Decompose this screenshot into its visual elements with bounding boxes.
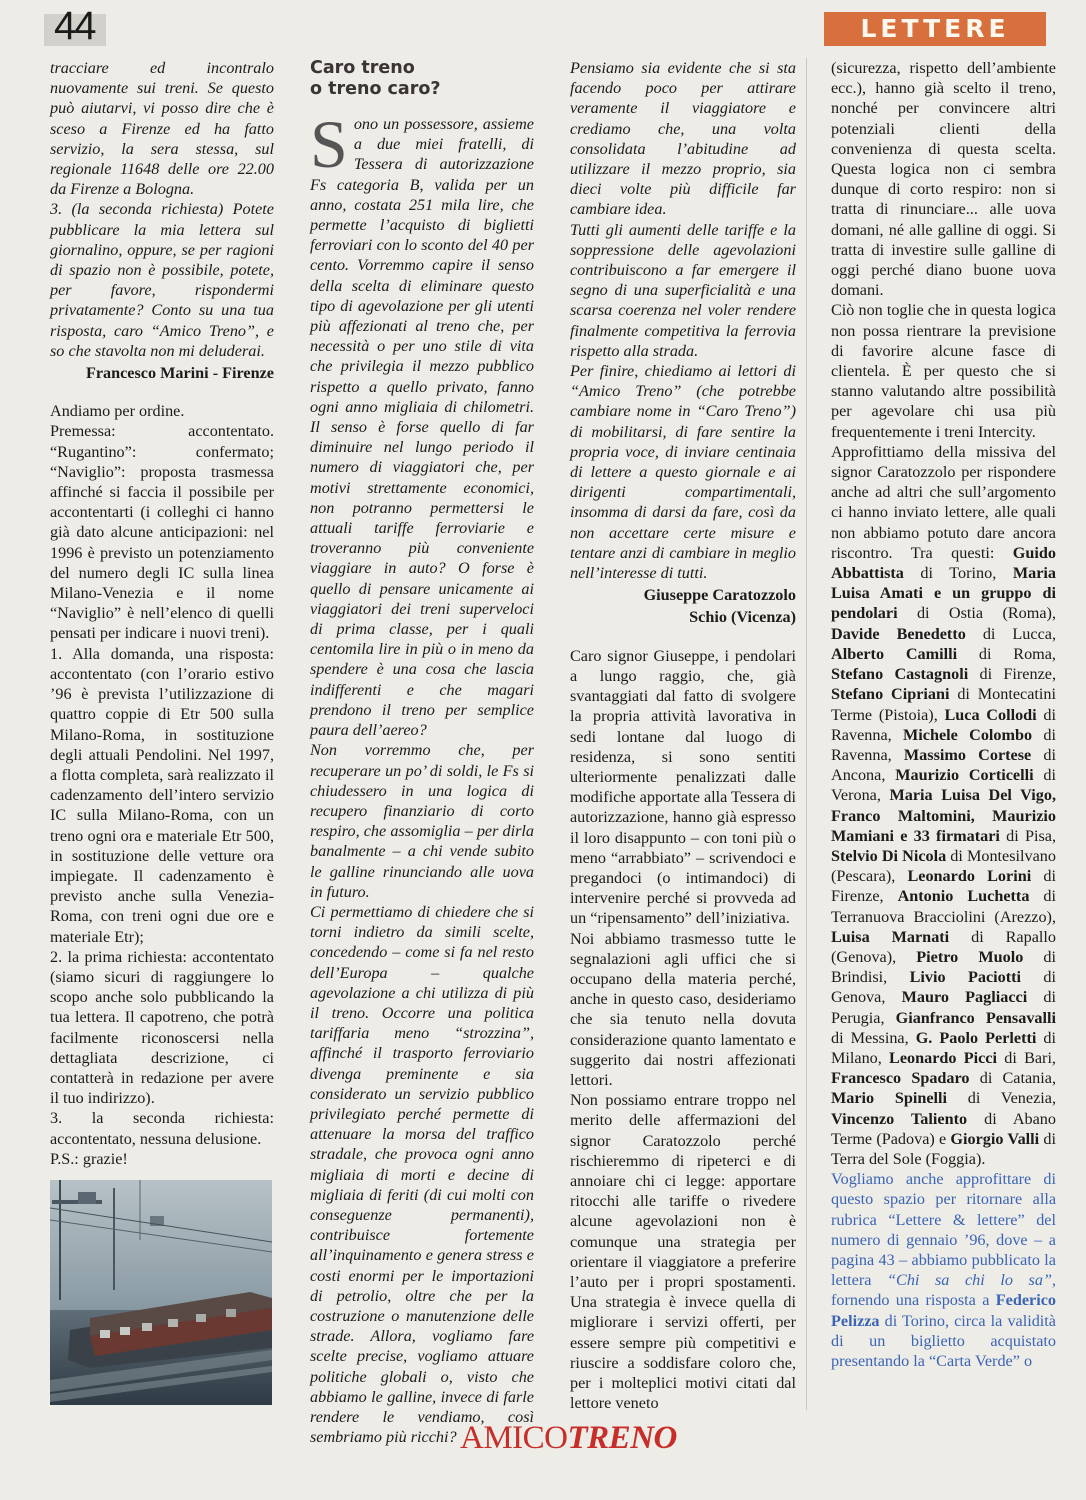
reader-place: di Terranuova Bracciolini (Arezzo),	[831, 887, 1057, 926]
reader-name: Stefano Cipriani	[831, 685, 950, 704]
reader-name: Francesco Spadaro	[831, 1069, 970, 1088]
reply-paragraph: Noi abbiamo trasmesso tutte le segnalazioni agli uffici che si occupano della materia perché, anche in questo caso, desideriamo che sia tenuto nella dovuta considerazione quanto lamentato e suggerito dai nostri affezionati lettori.	[570, 929, 796, 1089]
letter-paragraph: Non vorremmo che, per recuperare un po’ di soldi, le Fs si chiudessero in una logica di recupero finanziario di corto respiro, che assomiglia – per dirla banalmente – a chi vende subito le galline rinunciando alle uova in futuro.	[310, 741, 534, 901]
reader-name: Antonio Luchetta	[897, 887, 1030, 906]
reader-place: di Ravenna,	[831, 725, 1056, 764]
train-photo	[50, 1180, 272, 1405]
column-4	[831, 58, 1056, 1371]
letter-signature: Francesco Marini - Firenze	[85, 364, 274, 383]
reader-place: di Terra del Sole (Foggia).	[831, 1129, 1057, 1168]
column-1	[50, 58, 274, 1169]
names-list	[831, 544, 1056, 1168]
section-label: LETTERE	[824, 12, 1046, 46]
reader-place: di Rapallo (Genova),	[831, 927, 1056, 966]
reader-place: di Montecatini Terme (Pistoia),	[831, 685, 1056, 724]
logo-part-b: TRENO	[567, 1420, 677, 1456]
reader-place: di Genova,	[831, 968, 1056, 1007]
article-title	[310, 58, 534, 100]
reader-name: Mauro Pagliacci	[901, 988, 1028, 1007]
letter-point-3: 3. (la seconda richiesta) Potete pubblicare la mia lettera sul giornalino, oppure, se per ragioni di spazio non è possibile, potete, per favore, rispondermi privatamente? Conto su una tua risposta, caro “Amico Treno”, e so che stavolta non mi deluderai.	[50, 200, 274, 360]
reader-name: Gianfranco Pensavalli	[895, 1008, 1056, 1027]
reader-place: di Ancona,	[831, 745, 1057, 785]
reader-place: di Perugia,	[831, 988, 1056, 1027]
reader-place: di Ravenna,	[831, 705, 1056, 744]
reader-place: di Firenze,	[831, 867, 1056, 906]
column-3	[570, 58, 796, 1413]
reader-place: di Torino,	[903, 564, 1013, 583]
reply-paragraph: 2. la prima richiesta: accontentato (siamo sicuri di raggiungere lo scopo anche solo pubblicando la tua lettera. Il capotreno, che potrà facilmente riconoscersi nella dettagliata descrizione, ci contatterà in redazione per avere il tuo indirizzo).	[50, 947, 274, 1108]
letter-paragraph: Per finire, chiediamo ai lettori di “Amico Treno” (che potrebbe cambiare nome in “Caro Treno”) di mobilitarsi, di fare sentire la propria voce, di inviare centinaia di lettere a questo giornale e ai dirigenti compartimentali, insomma di darsi da fare, così da non accettare certe misure e tentare anzi di cambiare in meglio nell’interesse di tutti.	[570, 362, 796, 583]
column-divider	[806, 58, 807, 1410]
reader-place: di Lucca,	[965, 624, 1056, 643]
letter-paragraph: Ci permettiamo di chiedere che si torni indietro da simili scelte, concedendo – come si fa nel resto dell’Europa – qualche agevolazione a chi utilizza di più il treno. Occorre una politica tariffaria meno “strozzina”, affinché il trasporto ferroviario divenga preminente e sia considerato un servizio pubblico privilegiato perché permette di attenuare la morsa del traffico stradale, che provoca ogni anno migliaia di morti e decine di migliaia di feriti (di cui molti con conseguenze permanenti), contribuisce fortemente all’inquinamento e genera stress e costi enormi per le importazioni di petrolio, oltre che per la costruzione o manutenzione delle strade. Allora, vogliamo fare scelte precise, vogliamo attuare politiche globali o, visto che abbiamo le galline, invece di farle rendere le vendiamo, così sembriamo più ricchi?	[310, 902, 534, 1447]
drop-cap: S	[310, 106, 348, 182]
reader-name: Mario Spinelli	[831, 1089, 948, 1108]
reader-place: di Bari,	[997, 1048, 1056, 1067]
reply-paragraph: Andiamo per ordine.	[50, 402, 185, 421]
reader-place: di Montesilvano (Pescara),	[831, 846, 1056, 886]
column-2	[310, 58, 534, 1447]
reader-place: di Ostia (Roma),	[897, 604, 1056, 623]
blue-note-letter-title: “Chi sa chi lo sa”	[887, 1271, 1052, 1290]
reader-place: di Venezia,	[947, 1089, 1056, 1108]
names-intro: Approfittiamo della missiva del signor Caratozzolo per rispondere anche ad altri che sull’argomento ci hanno inviato lettere, alle quali non abbiamo potuto dare ancora riscontro. Tra questi:	[831, 442, 1056, 562]
reader-name: Maria Luisa Amati e un gruppo di pendolari	[831, 564, 1056, 623]
reader-name: Guido Abbattista	[831, 543, 1056, 583]
reply-paragraph: 1. Alla domanda, una risposta: accontentato (con l’orario estivo ’96 è prevista l’utilizzazione di quattro coppie di Etr 500 sulla Milano-Roma, in sostituzione degli attuali Pendolini. Nel 1997, a flotta completa, sarà realizzato il cadenzamento dell’intero servizio IC sulla Milano-Roma, con un treno ogni ora e materiale Etr 500, in sostituzione delle vetture ora impiegate. Il cadenzamento è previsto anche sulla Venezia-Roma, con treni ogni due ore e materiale Etr);	[50, 644, 274, 946]
train-in-fog-image	[50, 1180, 272, 1405]
reader-name: Giorgio Valli	[950, 1129, 1040, 1148]
reader-name: Maria Luisa Del Vigo, Franco Maltomini, Maurizio Mamiani e 33 firmatari	[831, 786, 1056, 845]
letter-paragraph: Pensiamo sia evidente che si sta facendo poco per attirare veramente il viaggiatore e crediamo che, una volta consolidata l’abitudine ad utilizzare il mezzo proprio, sia dieci volte più difficile far cambiare idea.	[570, 59, 796, 219]
signature-place: Schio (Vicenza)	[689, 608, 796, 627]
magazine-logo	[460, 1418, 677, 1458]
reader-name: Davide Benedetto	[831, 624, 966, 643]
reader-name: Alberto Camilli	[831, 644, 958, 663]
letter-paragraph-text: ono un possessore, assieme a due miei fratelli, di Tessera di autorizzazione Fs categoria B, valida per un anno, costata 251 mila lire, che permette l’acquisto di biglietti ferroviari con lo sconto del 40 per cento. Vorremmo capire il senso della scelta di eliminare questo tipo di agevolazione per gli utenti più affezionati al treno che, per necessità o per uno stile di vita che privilegia il mezzo pubblico rispetto a quello privato, fanno ogni anno migliaia di chilometri. Il senso è forse quello di far diminuire nel lungo periodo il numero di viaggiatori che, per motivi strettamente economici, non potranno permettersi le attuali tariffe ferroviarie e troveranno più conveniente viaggiare in auto? O forse è quello di pensare unicamente ai viaggiatori dei treni superveloci di prima classe, per i quali centomila lire in più o in meno da spendere è una cosa che lascia indifferenti e che magari prendono il treno per semplice paura dell’aereo?	[310, 115, 534, 740]
article-title-line-1: Caro treno	[310, 58, 415, 78]
reader-name: Luisa Marnati	[831, 927, 950, 946]
reader-place: di Brindisi,	[831, 947, 1057, 987]
reply-paragraph: Premessa: accontentato. “Rugantino”: confermato; “Naviglio”: proposta trasmessa affinché si faccia il possibile per accontentarti (i colleghi ci hanno già dato alcune anticipazioni: nel 1996 è previsto un potenziamento del numero degli IC sulla linea Milano-Venezia e il nome “Naviglio” è nell’elenco di quelli pensati per indicare i nuovi treni).	[50, 422, 274, 643]
page-number: 44	[54, 4, 95, 48]
reader-name: Leonardo Lorini	[907, 867, 1032, 886]
reply-paragraph: Caro signor Giuseppe, i pendolari a lungo raggio, che, già svantaggiati dal fatto di svolgere la propria attività lavorativa in sedi lontane dal luogo di residenza, si sono sentiti ulteriormente penalizzati dalle modifiche apportate alla Tessera di autorizzazione, hanno già espresso il loro disappunto – con toni più o meno “arrabbiato” – scrivendoci e pregandoci (o intimandoci) di intervenire perché si provveda ad un “ripensamento” dell’iniziativa.	[570, 646, 796, 928]
reader-place: di Abano Terme (Padova) e	[831, 1109, 1056, 1148]
reply-paragraph: (sicurezza, rispetto dell’ambiente ecc.), hanno già scelto il treno, nonché per convincere altri potenziali clienti della convenienza di questa scelta. Questa logica non ci sembra dunque di corto respiro: non si tratta di rinunciare... alle uova domani, né alle galline di oggi. Si tratta di investire sulle galline di oggi perché diano buone uova domani.	[831, 59, 1056, 300]
reader-name: Pietro Muolo	[916, 947, 1024, 966]
reply-paragraph: 3. la seconda richiesta: accontentato, nessuna delusione.	[50, 1109, 274, 1148]
reply-paragraph: Non possiamo entrare troppo nel merito delle affermazioni del signor Caratozzolo perché rischieremmo di ripeterci e di annoiare chi ci legge: apportare ritocchi alle tariffe o rivedere alcune agevolazioni non è comunque una strategia per orientare il viaggiatore a preferire l’auto per i propri spostamenti. Una strategia è invece quella di migliorare i servizi offerti, per essere sempre più competitivi e riuscire a soddisfare coloro che, per i molteplici motivi citati dal lettore veneto	[570, 1091, 796, 1413]
reader-name: Michele Colombo	[903, 725, 1033, 744]
blue-note-text: Vogliamo anche approfittare di questo spazio per ritornare alla rubrica “Lettere & lettere” del numero di gennaio ’96, dove – a pagina 43 – abbiamo pubblicato la lettera	[831, 1170, 1056, 1290]
reply-paragraph: Ciò non toglie che in questa logica non possa rientrare la previsione di favorire alcune fasce di clientela. È per questo che si stanno valutando altre possibilità per agevolare chi usa più frequentemente i treni Intercity.	[831, 301, 1056, 441]
reader-place: di Milano,	[831, 1028, 1057, 1067]
reader-name: Massimo Cortese	[903, 745, 1032, 764]
blue-note-name: Federico Pelizza	[831, 1291, 1056, 1330]
letter-continuation: tracciare ed incontralo nuovamente sui treni. Se questo può aiutarvi, vi posso dire che è sceso a Firenze ed ha fatto servizio, la sera stessa, sul regionale 11648 delle ore 22.00 da Firenze a Bologna.	[50, 59, 274, 199]
reader-name: Vincenzo Taliento	[831, 1109, 968, 1128]
reader-name: G. Paolo Perletti	[915, 1028, 1037, 1047]
reader-name: Luca Collodi	[944, 705, 1037, 724]
reader-name: Leonardo Picci	[889, 1048, 997, 1067]
reader-name: Stelvio Di Nicola	[831, 846, 947, 865]
reader-name: Livio Paciotti	[909, 968, 1022, 987]
reader-place: di Firenze,	[968, 665, 1056, 684]
reply-paragraph: P.S.: grazie!	[50, 1149, 128, 1168]
blue-note	[831, 1169, 1056, 1371]
signature-name: Giuseppe Caratozzolo	[643, 586, 796, 605]
logo-part-a: AMICO	[460, 1420, 568, 1456]
reader-place: di Catania,	[969, 1069, 1056, 1088]
reader-name: Maurizio Corticelli	[895, 766, 1034, 785]
blue-note-text: , fornendo una risposta a	[831, 1271, 1056, 1310]
blue-note-text: di Torino, circa la validità di un biglietto acquistato presentando la “Carta Verde” o	[831, 1311, 1056, 1370]
article-title-line-2: o treno caro?	[310, 79, 441, 99]
reader-place: di Verona,	[831, 766, 1057, 805]
names-paragraph	[831, 442, 1056, 1169]
reader-place: di Messina,	[831, 1028, 916, 1047]
reader-place: di Roma,	[957, 644, 1056, 663]
reader-place: di Pisa,	[999, 826, 1057, 845]
letter-paragraph	[310, 106, 534, 740]
letter-paragraph: Tutti gli aumenti delle tariffe e la soppressione delle agevolazioni contribuiscono a far emergere il segno di una superficialità e una scarsa coerenza nel voler rendere finalmente competitiva la ferrovia rispetto alla strada.	[570, 220, 796, 360]
reader-name: Stefano Castagnoli	[831, 665, 969, 684]
